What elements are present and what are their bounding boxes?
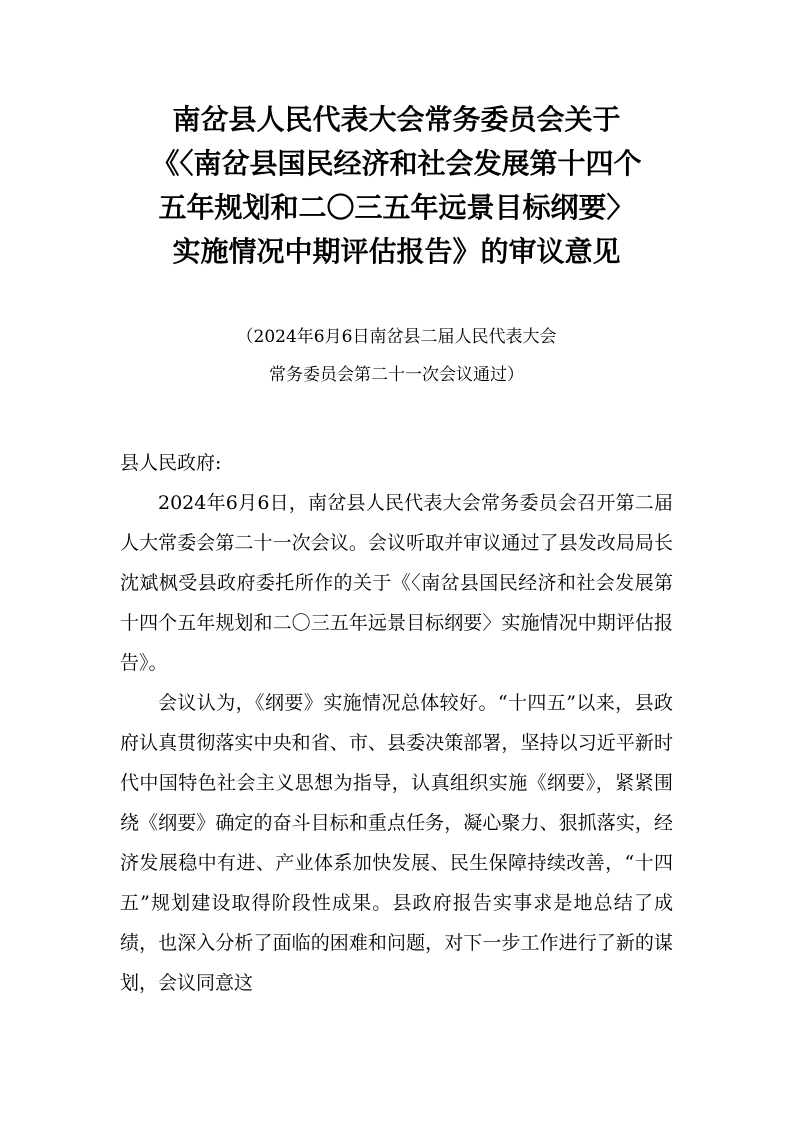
subtitle-line: （2024年6月6日南岔县二届人民代表大会 <box>236 327 557 347</box>
title-line: 五年规划和二〇三五年远景目标纲要〉 <box>158 191 635 224</box>
document-body <box>120 443 673 1003</box>
document-title <box>120 98 673 274</box>
subtitle-line: 常务委员会第二十一次会议通过） <box>269 365 524 385</box>
title-line: 南岔县人民代表大会常务委员会关于 <box>172 103 621 136</box>
document-subtitle <box>120 318 673 394</box>
body-paragraph: 会议认为，《纲要》实施情况总体较好。“十四五”以来，县政府认真贯彻落实中央和省、市、县委决策部署，坚持以习近平新时代中国特色社会主义思想为指导，认真组织实施《纲要》，紧紧围绕《纲要》确定的奋斗目标和重点任务，凝心聚力、狠抓落实，经济发展稳中有进、产业体系加快发展、民生保障持续改善，“十四五”规划建设取得阶段性成果。县政府报告实事求是地总结了成绩，也深入分析了面临的困难和问题，对下一步工作进行了新的谋划，会议同意这 <box>120 692 673 994</box>
salutation: 县人民政府: <box>120 452 222 474</box>
title-line: 《〈南岔县国民经济和社会发展第十四个 <box>151 147 642 180</box>
body-paragraph: 2024年6月6日，南岔县人民代表大会常务委员会召开第二届人大常委会第二十一次会议。会议听取并审议通过了县发改局局长沈斌枫受县政府委托所作的关于《〈南岔县国民经济和社会发展第十四个五年规划和二〇三五年远景目标纲要〉实施情况中期评估报告》。 <box>120 492 673 674</box>
title-line: 实施情况中期评估报告》的审议意见 <box>172 235 621 268</box>
